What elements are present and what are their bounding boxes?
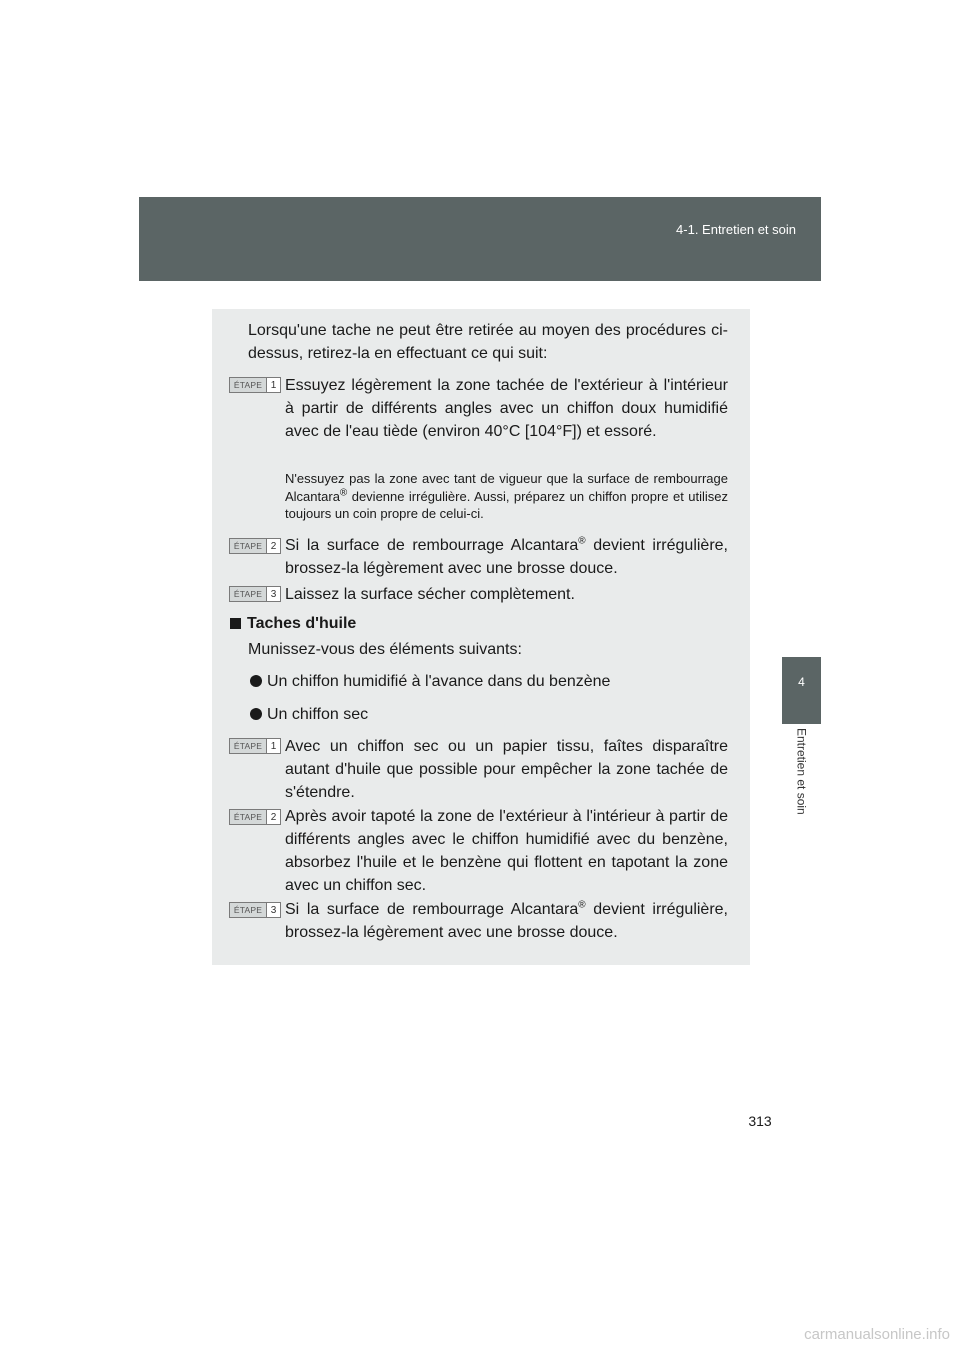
step-number: 2 <box>266 539 280 553</box>
step-text <box>285 534 728 580</box>
step-number: 1 <box>266 739 280 753</box>
step-label: ÉTAPE <box>233 380 263 390</box>
chapter-label: Entretien et soin <box>794 728 809 815</box>
note-text-before: N'essuyez pas la zone avec tant de vigueur que la surface de rembourrage Alcantara <box>285 471 728 504</box>
step-label: ÉTAPE <box>233 541 263 551</box>
step-text <box>285 898 728 944</box>
step-text: Après avoir tapoté la zone de l'extérieur à l'intérieur à partir de différents angles avec le chiffon humidifié avec du benzène, absorbez l'huile et le benzène qui flottent en tapotant la zone avec un chiffon sec. <box>285 808 728 894</box>
step-badge-2 <box>229 538 281 554</box>
section-title: 4-1. Entretien et soin <box>676 222 796 237</box>
step-badge-2 <box>229 809 281 825</box>
step-text-after: devient irrégulière, brossez-la légèrement avec une brosse douce. <box>285 901 728 941</box>
step-text: Avec un chiffon sec ou un papier tissu, faîtes disparaître autant d'huile que possible pour empêcher la zone tachée de s'étendre. <box>285 738 728 801</box>
list-item: Un chiffon humidifié à l'avance dans du benzène <box>267 673 611 690</box>
step-text: Laissez la surface sécher complètement. <box>285 586 575 603</box>
step-badge-1 <box>229 377 281 393</box>
step-label: ÉTAPE <box>233 589 263 599</box>
oil-section-title: Taches d'huile <box>247 615 357 632</box>
step-number: 3 <box>266 903 280 917</box>
chapter-tab <box>782 657 821 724</box>
intro-text: Lorsqu'une tache ne peut être retirée au moyen des procédures ci-dessus, retirez-la en effectuant ce qui suit: <box>248 322 728 362</box>
list-item: Un chiffon sec <box>267 706 369 723</box>
step-label: ÉTAPE <box>233 741 263 751</box>
registered-mark: ® <box>578 535 586 547</box>
chapter-number: 4 <box>798 675 805 689</box>
registered-mark: ® <box>339 487 348 499</box>
step-note <box>285 470 728 523</box>
step-text-before: Si la surface de rembourrage Alcantara <box>285 537 579 554</box>
step-number: 2 <box>266 810 280 824</box>
step-text: Essuyez légèrement la zone tachée de l'extérieur à l'intérieur à partir de différents angles avec un chiffon doux humidifié avec de l'eau tiède (environ 40°C [104°F]) et essoré. <box>285 377 728 440</box>
bullet-icon <box>250 675 262 687</box>
step-badge-3 <box>229 902 281 918</box>
note-text-after: devienne irrégulière. Aussi, préparez un chiffon propre et utilisez toujours un coin propre de celui-ci. <box>285 488 728 521</box>
step-badge-3 <box>229 586 281 602</box>
square-bullet-icon <box>230 618 241 629</box>
step-number: 1 <box>266 378 280 392</box>
step-badge-1 <box>229 738 281 754</box>
watermark: carmanualsonline.info <box>804 1326 950 1343</box>
step-label: ÉTAPE <box>233 905 263 915</box>
step-number: 3 <box>266 587 280 601</box>
step-label: ÉTAPE <box>233 812 263 822</box>
step-text-after: devient irrégulière, brossez-la légèrement avec une brosse douce. <box>285 537 728 577</box>
bullet-icon <box>250 708 262 720</box>
header-bar <box>139 197 821 281</box>
step-text-before: Si la surface de rembourrage Alcantara <box>285 901 579 918</box>
page-number: 313 <box>748 1113 772 1129</box>
registered-mark: ® <box>578 899 586 911</box>
oil-section-intro: Munissez-vous des éléments suivants: <box>248 641 522 658</box>
